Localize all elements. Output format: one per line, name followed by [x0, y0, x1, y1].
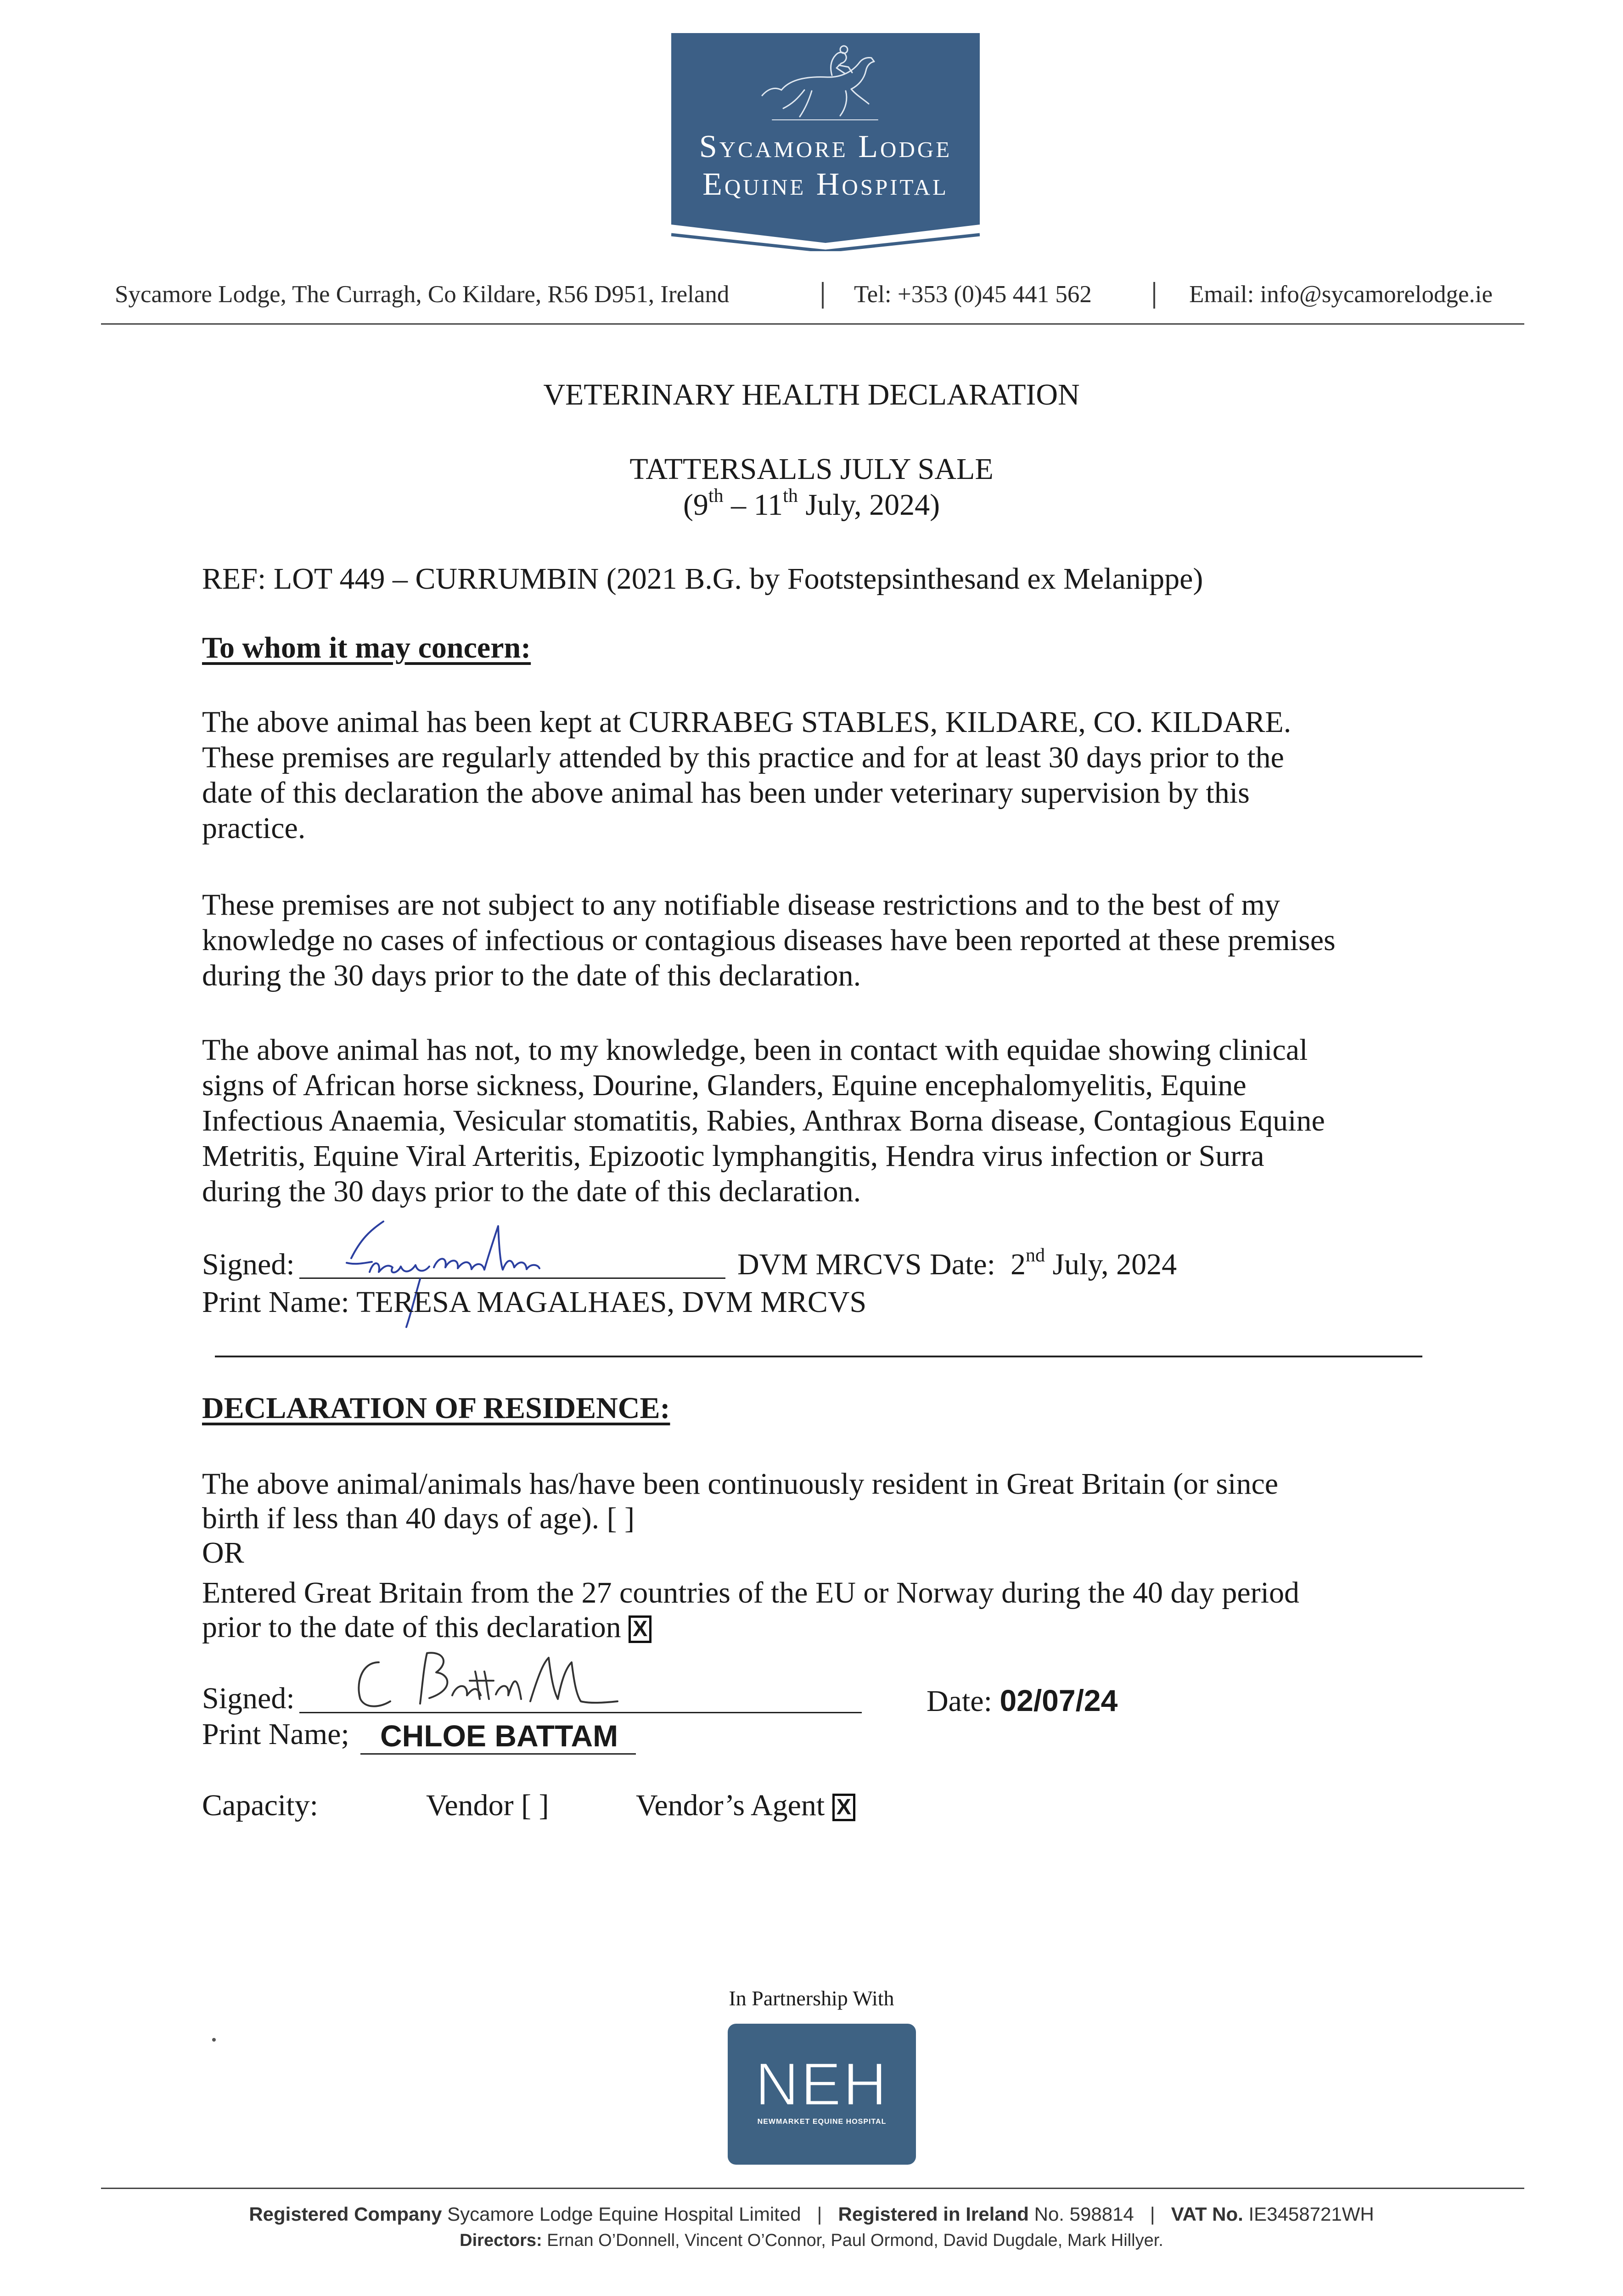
- footer-rule: [101, 2188, 1524, 2189]
- vet-date-day: 2: [1010, 1248, 1026, 1281]
- vet-date-rest: July, 2024: [1045, 1248, 1177, 1281]
- paragraph-line: Metritis, Equine Viral Arteritis, Epizootic lymphangitis, Hendra virus infection or Surra: [202, 1139, 1264, 1173]
- vet-signed-label: Signed:: [202, 1248, 295, 1281]
- reg-number: No. 598814: [1034, 2203, 1134, 2225]
- residence-heading: DECLARATION OF RESIDENCE:: [202, 1391, 670, 1425]
- capacity-label: Capacity:: [202, 1789, 318, 1822]
- vat-number: IE3458721WH: [1248, 2203, 1374, 2225]
- neh-subtitle: NEWMARKET EQUINE HOSPITAL: [757, 2118, 887, 2126]
- paragraph-line: knowledge no cases of infectious or contagious diseases have been reported at these premises: [202, 923, 1336, 957]
- paragraph-line: during the 30 days prior to the date of this declaration.: [202, 959, 861, 992]
- neh-logo: [728, 2024, 916, 2165]
- neh-letters: NEH: [755, 2050, 889, 2118]
- directors-label: Directors:: [460, 2231, 542, 2250]
- address: Sycamore Lodge, The Curragh, Co Kildare, R56 D951, Ireland: [115, 281, 730, 308]
- sale-dates: [0, 487, 1623, 523]
- registration-line: Registered Company Sycamore Lodge Equine Hospital Limited | Registered in Ireland No. 598814 | VAT No. IE3458721WH: [249, 2203, 1374, 2225]
- vendor-option[interactable]: Vendor [ ]: [426, 1789, 549, 1822]
- paragraph-line: These premises are not subject to any notifiable disease restrictions and to the best of my: [202, 888, 1280, 922]
- sale-name: TATTERSALLS JULY SALE: [629, 452, 994, 486]
- email: Email: info@sycamorelodge.ie: [1189, 281, 1493, 308]
- contact-line: [115, 274, 1529, 315]
- vet-date-sup: nd: [1025, 1245, 1045, 1266]
- logo-line-2: Equine Hospital: [702, 167, 949, 202]
- reg-ireland-label: Registered in Ireland: [838, 2203, 1029, 2225]
- residence-line: The above animal/animals has/have been continuously resident in Great Britain (or since: [202, 1467, 1279, 1501]
- salutation: To whom it may concern:: [202, 631, 531, 664]
- vendor-agent-checkbox[interactable]: X: [832, 1794, 855, 1821]
- agent-signed-label: Signed:: [202, 1682, 295, 1715]
- agent-date-label: Date:: [927, 1684, 992, 1718]
- agent-print-name: CHLOE BATTAM: [380, 1719, 618, 1753]
- vet-print-value: TERESA MAGALHAES, DVM MRCVS: [356, 1285, 867, 1319]
- header-rule: [101, 323, 1524, 325]
- stray-mark: [212, 2038, 216, 2042]
- logo-line-1: Sycamore Lodge: [699, 129, 952, 164]
- vet-print-name: [202, 1284, 866, 1320]
- sale-dates-open: (9: [683, 488, 708, 522]
- vendor-agent-option[interactable]: [636, 1788, 855, 1823]
- vat-label: VAT No.: [1171, 2203, 1243, 2225]
- residence-line: birth if less than 40 days of age). [ ]: [202, 1502, 635, 1535]
- reg-company: Sycamore Lodge Equine Hospital Limited: [447, 2203, 801, 2225]
- separator: [1153, 282, 1155, 309]
- paragraph-line: These premises are regularly attended by this practice and for at least 30 days prior to the: [202, 741, 1284, 774]
- hospital-logo: [671, 33, 980, 249]
- residence-line: Entered Great Britain from the 27 countries of the EU or Norway during the 40 day period: [202, 1576, 1299, 1609]
- eu-entry-checkbox[interactable]: X: [629, 1615, 651, 1643]
- sale-dates-sup: th: [783, 485, 798, 506]
- horse-and-jockey-icon: [754, 35, 896, 127]
- section-divider: [215, 1356, 1422, 1357]
- paragraph-line: practice.: [202, 811, 306, 845]
- directors-list: Ernan O’Donnell, Vincent O’Connor, Paul Ormond, David Dugdale, Mark Hillyer.: [547, 2231, 1163, 2250]
- reg-company-label: Registered Company: [249, 2203, 442, 2225]
- paragraph-line: The above animal has not, to my knowledge, been in contact with equidae showing clinical: [202, 1033, 1308, 1067]
- sale-dates-sup: th: [708, 485, 724, 506]
- vendor-agent-label: Vendor’s Agent: [636, 1789, 825, 1822]
- paragraph-line: date of this declaration the above animal has been under veterinary supervision by this: [202, 776, 1250, 810]
- telephone: Tel: +353 (0)45 441 562: [854, 281, 1092, 308]
- agent-signature: [347, 1644, 631, 1717]
- residence-line-with-check: [202, 1609, 651, 1645]
- paragraph-line: signs of African horse sickness, Dourine, Glanders, Equine encephalomyelitis, Equine: [202, 1069, 1247, 1102]
- residence-line: prior to the date of this declaration: [202, 1610, 621, 1644]
- separator: [822, 282, 824, 309]
- directors-line: [0, 2231, 1623, 2251]
- sale-dates-close: July, 2024): [797, 488, 940, 522]
- vet-date-label: Date:: [930, 1248, 995, 1281]
- paragraph-line: Infectious Anaemia, Vesicular stomatitis, Rabies, Anthrax Borna disease, Contagious Equine: [202, 1104, 1325, 1137]
- vet-qualification: DVM MRCVS: [737, 1248, 922, 1281]
- paragraph-line: during the 30 days prior to the date of this declaration.: [202, 1175, 861, 1208]
- residence-or: OR: [202, 1536, 244, 1570]
- agent-print-label: Print Name;: [202, 1717, 349, 1751]
- document-title: VETERINARY HEALTH DECLARATION: [543, 378, 1080, 411]
- vet-date: [930, 1247, 1177, 1282]
- paragraph-line: The above animal has been kept at CURRABEG STABLES, KILDARE, CO. KILDARE.: [202, 705, 1292, 739]
- agent-date: [927, 1683, 1118, 1719]
- partner-label: In Partnership With: [729, 1986, 894, 2010]
- sale-dates-mid: – 11: [723, 488, 783, 522]
- agent-date-value: 02/07/24: [1000, 1683, 1118, 1717]
- vet-print-label: Print Name:: [202, 1285, 349, 1319]
- logo-chevron: [671, 214, 980, 251]
- reference-line: REF: LOT 449 – CURRUMBIN (2021 B.G. by Footstepsinthesand ex Melanippe): [202, 562, 1203, 596]
